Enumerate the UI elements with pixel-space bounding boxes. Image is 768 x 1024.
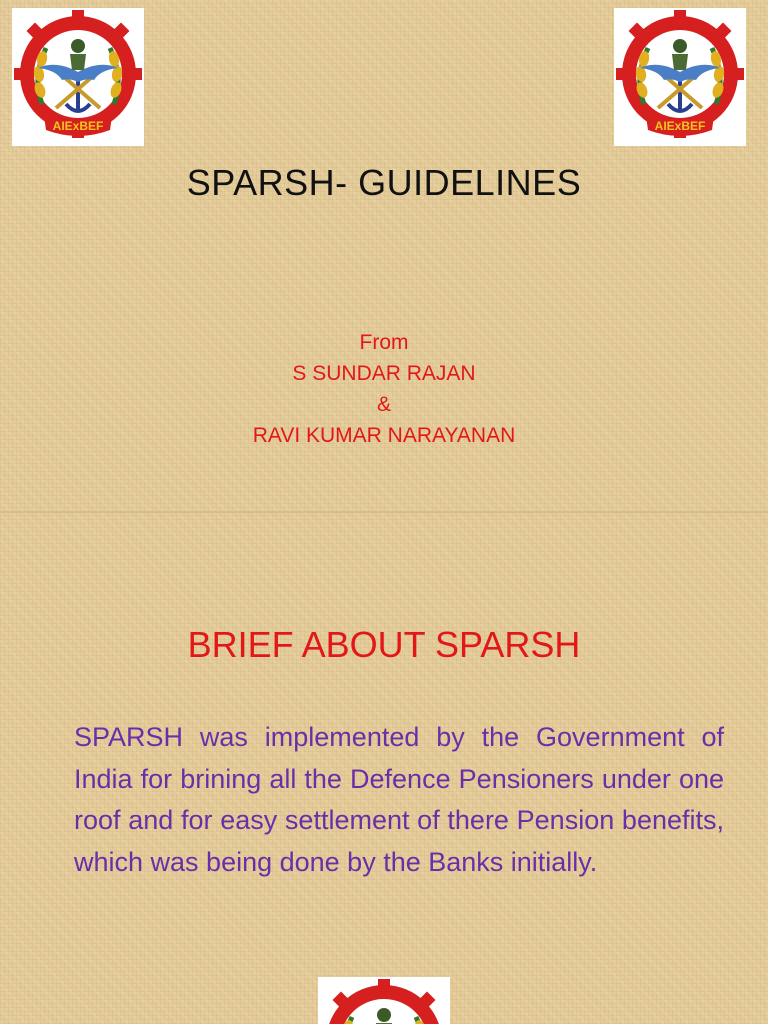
ampersand: & xyxy=(376,393,391,416)
emblem-icon xyxy=(12,8,144,146)
slide-heading: BRIEF ABOUT SPARSH xyxy=(187,624,581,665)
slide-title-text: SPARSH- GUIDELINES xyxy=(186,162,582,203)
aiexbef-logo-left xyxy=(12,8,144,146)
body-paragraph: SPARSH was implemented by the Government of India for brining all the Defence Pensioners under one roof and for easy settlement of there Pension benefits, which was being done by the Banks initially. xyxy=(74,722,724,877)
slide-brief xyxy=(0,512,768,1024)
author-2: RAVI KUMAR NARAYANAN xyxy=(252,424,516,447)
aiexbef-logo-right xyxy=(614,8,746,146)
credits-block xyxy=(0,327,768,451)
emblem-icon xyxy=(614,8,746,146)
from-label: From xyxy=(359,331,409,354)
aiexbef-logo-bottom xyxy=(318,977,450,1024)
emblem-icon xyxy=(318,977,450,1024)
author-1: S SUNDAR RAJAN xyxy=(292,362,476,385)
